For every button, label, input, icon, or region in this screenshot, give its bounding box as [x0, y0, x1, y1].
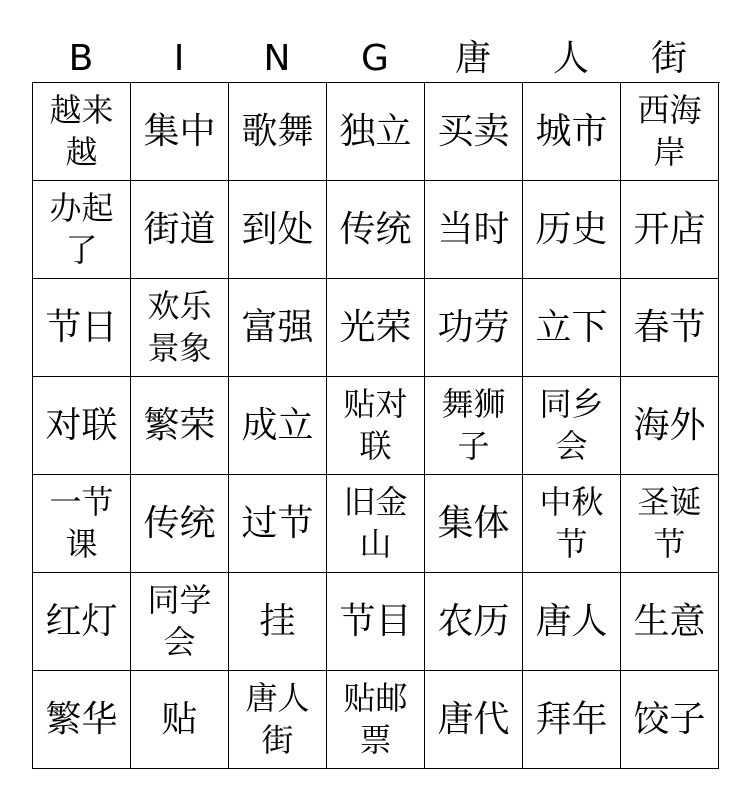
bingo-cell-text: 西海岸: [637, 90, 702, 171]
bingo-cell-r1-c4[interactable]: [327, 83, 425, 181]
bingo-cell-r5-c5[interactable]: [425, 475, 523, 573]
bingo-cell-text: 功劳: [437, 306, 510, 348]
bingo-cell-text: 对联: [45, 404, 118, 446]
bingo-cell-text: 饺子: [633, 698, 706, 740]
bingo-cell-r3-c4[interactable]: [327, 279, 425, 377]
bingo-cell-r4-c4[interactable]: [327, 377, 425, 475]
bingo-cell-r3-c6[interactable]: [523, 279, 621, 377]
bingo-cell-r6-c7[interactable]: [621, 573, 719, 671]
bingo-cell-text: 当时: [437, 208, 510, 250]
bingo-cell-r3-c5[interactable]: [425, 279, 523, 377]
bingo-cell-r3-c3[interactable]: [229, 279, 327, 377]
bingo-cell-text: 唐代: [437, 698, 510, 740]
bingo-cell-text: 历史: [535, 208, 608, 250]
bingo-cell-r6-c4[interactable]: [327, 573, 425, 671]
bingo-cell-r4-c6[interactable]: [523, 377, 621, 475]
bingo-cell-r2-c2[interactable]: [131, 181, 229, 279]
bingo-cell-r2-c7[interactable]: [621, 181, 719, 279]
bingo-cell-text: 旧金山: [343, 482, 408, 563]
bingo-cell-r1-c7[interactable]: [621, 83, 719, 181]
bingo-cell-text: 办起了: [49, 188, 114, 269]
bingo-cell-text: 春节: [633, 306, 706, 348]
bingo-cell-text: 到处: [241, 208, 314, 250]
bingo-cell-text: 繁荣: [143, 404, 216, 446]
bingo-cell-r2-c1[interactable]: [33, 181, 131, 279]
bingo-cell-r7-c2[interactable]: [131, 671, 229, 769]
header-letter-i: I: [173, 38, 185, 79]
bingo-cell-r6-c3[interactable]: [229, 573, 327, 671]
bingo-cell-r5-c1[interactable]: [33, 475, 131, 573]
bingo-cell-text: 街道: [143, 208, 216, 250]
bingo-cell-text: 越来越: [49, 90, 114, 171]
bingo-cell-text: 欢乐景象: [147, 286, 212, 367]
bingo-cell-r1-c2[interactable]: [131, 83, 229, 181]
bingo-cell-text: 海外: [633, 404, 706, 446]
bingo-cell-text: 贴对联: [343, 384, 408, 465]
bingo-cell-text: 同学会: [147, 580, 212, 661]
header-letter-b: B: [68, 38, 94, 79]
bingo-cell-text: 成立: [241, 404, 314, 446]
header-letter-jie: 街: [650, 38, 687, 79]
bingo-cell-r4-c3[interactable]: [229, 377, 327, 475]
bingo-cell-r1-c1[interactable]: [33, 83, 131, 181]
bingo-cell-text: 集体: [437, 502, 510, 544]
bingo-cell-text: 圣诞节: [637, 482, 702, 563]
bingo-cell-text: 集中: [143, 110, 216, 152]
bingo-cell-text: 唐人: [535, 600, 608, 642]
bingo-cell-text: 农历: [437, 600, 510, 642]
bingo-cell-text: 过节: [241, 502, 314, 544]
bingo-cell-r7-c3[interactable]: [229, 671, 327, 769]
bingo-cell-r6-c2[interactable]: [131, 573, 229, 671]
bingo-cell-text: 同乡会: [539, 384, 604, 465]
bingo-cell-text: 舞狮子: [441, 384, 506, 465]
bingo-cell-r4-c1[interactable]: [33, 377, 131, 475]
header-letter-n: N: [263, 38, 291, 79]
bingo-cell-text: 城市: [535, 110, 608, 152]
bingo-cell-text: 拜年: [535, 698, 608, 740]
bingo-cell-text: 独立: [339, 110, 412, 152]
bingo-cell-r5-c7[interactable]: [621, 475, 719, 573]
bingo-cell-text: 节目: [339, 600, 412, 642]
bingo-cell-r1-c3[interactable]: [229, 83, 327, 181]
bingo-cell-text: 开店: [633, 208, 706, 250]
bingo-cell-r5-c3[interactable]: [229, 475, 327, 573]
bingo-cell-r3-c2[interactable]: [131, 279, 229, 377]
bingo-cell-r5-c4[interactable]: [327, 475, 425, 573]
bingo-cell-r1-c5[interactable]: [425, 83, 523, 181]
bingo-cell-text: 光荣: [339, 306, 412, 348]
bingo-cell-r2-c5[interactable]: [425, 181, 523, 279]
bingo-cell-r7-c6[interactable]: [523, 671, 621, 769]
bingo-cell-text: 立下: [535, 306, 608, 348]
bingo-cell-r3-c1[interactable]: [33, 279, 131, 377]
header-letter-g: G: [361, 38, 389, 79]
bingo-cell-text: 歌舞: [241, 110, 314, 152]
bingo-cell-text: 一节课: [49, 482, 114, 563]
header-letter-tang: 唐: [454, 38, 491, 79]
bingo-cell-text: 节日: [45, 306, 118, 348]
bingo-cell-text: 繁华: [45, 698, 118, 740]
header-letter-ren: 人: [552, 38, 589, 79]
bingo-cell-r3-c7[interactable]: [621, 279, 719, 377]
bingo-cell-r2-c6[interactable]: [523, 181, 621, 279]
bingo-cell-r6-c5[interactable]: [425, 573, 523, 671]
bingo-cell-text: 买卖: [437, 110, 510, 152]
bingo-cell-r7-c1[interactable]: [33, 671, 131, 769]
bingo-cell-r7-c7[interactable]: [621, 671, 719, 769]
bingo-cell-r1-c6[interactable]: [523, 83, 621, 181]
bingo-cell-text: 传统: [339, 208, 412, 250]
bingo-cell-text: 传统: [143, 502, 216, 544]
bingo-cell-r7-c5[interactable]: [425, 671, 523, 769]
bingo-header: [32, 36, 720, 82]
bingo-cell-text: 生意: [633, 600, 706, 642]
bingo-cell-r4-c7[interactable]: [621, 377, 719, 475]
bingo-cell-r2-c3[interactable]: [229, 181, 327, 279]
bingo-cell-r2-c4[interactable]: [327, 181, 425, 279]
bingo-cell-text: 富强: [241, 306, 314, 348]
bingo-cell-r5-c6[interactable]: [523, 475, 621, 573]
bingo-cell-text: 中秋节: [539, 482, 604, 563]
bingo-cell-r7-c4[interactable]: [327, 671, 425, 769]
bingo-cell-r5-c2[interactable]: [131, 475, 229, 573]
bingo-cell-r6-c6[interactable]: [523, 573, 621, 671]
bingo-board: [32, 36, 720, 769]
bingo-cell-r4-c2[interactable]: [131, 377, 229, 475]
bingo-cell-r4-c5[interactable]: [425, 377, 523, 475]
bingo-cell-text: 挂: [259, 600, 296, 642]
bingo-cell-text: 贴邮票: [343, 678, 408, 759]
bingo-cell-text: 唐人街: [245, 678, 310, 759]
bingo-cell-text: 红灯: [45, 600, 118, 642]
bingo-cell-r6-c1[interactable]: [33, 573, 131, 671]
bingo-grid: [32, 82, 720, 769]
bingo-cell-text: 贴: [161, 698, 198, 740]
